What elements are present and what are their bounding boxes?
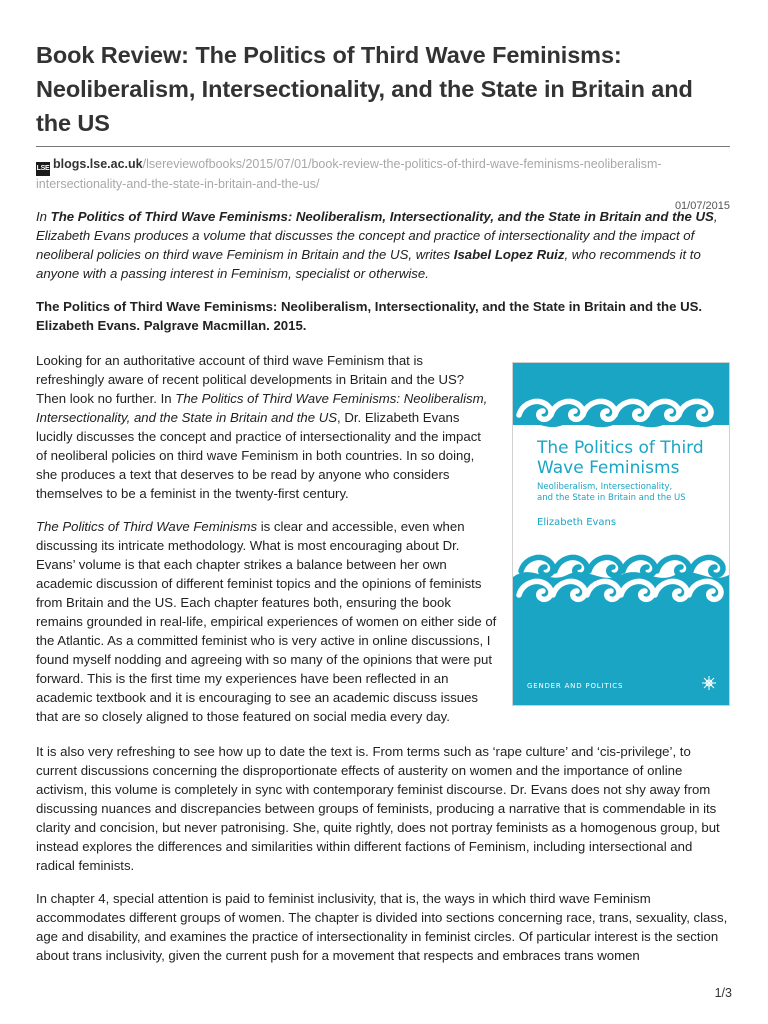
paragraph-1-book-title: The Politics of Third Wave Feminisms: Neoliberalism, Intersectionality, and the State in Britain and the US	[36, 391, 488, 425]
paragraph-1-text-a: Looking for an authoritative account of third wave Feminism that is refreshingly aware of recent political developments in Britain and the US? Then look no further. In	[36, 353, 465, 406]
publish-date: 01/07/2015	[674, 200, 730, 212]
cover-subtitle-line-2: and the State in Britain and the US	[537, 493, 686, 503]
intro-paragraph	[36, 207, 730, 283]
paragraph-2-book-title: The Politics of Third Wave Feminisms	[36, 519, 258, 534]
cover-author: Elizabeth Evans	[537, 517, 617, 528]
cover-bottom-wave-icon	[521, 557, 723, 575]
cover-subtitle-line-1: Neoliberalism, Intersectionality,	[537, 482, 673, 492]
paragraph-1	[36, 351, 488, 503]
paragraph-2-text: is clear and accessible, even when discussing its intricate methodology. What is most encouraging about Dr. Evans’ volume is that each chapter strikes a balance between her own academic discussion of different feminist topics and the opinions of feminists from Britain and the US. Each chapter features both, ensuring the book remains grounded in real-life, empirical experiences of women on either side of the Atlantic. As a committed feminist who is very active in online discussions, I found myself nodding and agreeing with so many of the opinions that were put forward. This is the first time my experiences have been reflected in an academic textbook and it is encouraging to see an academic discuss issues that are so closely aligned to those featured on social media every day.	[36, 519, 497, 724]
palgrave-logo-icon	[702, 676, 716, 690]
intro-suffix: , who recommends it to anyone with a passing interest in Feminism, specialist or otherwise.	[36, 247, 701, 281]
page-number: 1/3	[714, 986, 732, 1000]
reviewer-name: Isabel Lopez Ruiz	[453, 247, 565, 262]
cover-series: GENDER AND POLITICS	[527, 682, 624, 690]
book-cover-image	[512, 362, 730, 706]
source-path-link[interactable]: /lsereviewofbooks/2015/07/01/book-review-the-politics-of-third-wave-feminisms-neoliberalism-intersectionality-and-the-state-in-britain-and-the-us/	[36, 157, 662, 191]
cover-title-line-2: Wave Feminisms	[537, 458, 680, 478]
article-title: Book Review: The Politics of Third Wave Feminisms: Neoliberalism, Intersectionality, and the State in Britain and the US	[36, 38, 730, 147]
paragraph-3: It is also very refreshing to see how up to date the text is. From terms such as ‘rape culture’ and ‘cis-privilege’, to current discussions concerning the disproportionate effects of austerity on women and the importance of online activism, this volume is completely in sync with contemporary feminist discourse. Dr. Evans does not shy away from discussing nuances and discrepancies between groups of feminists, producing a narrative that is commendable in its clarity and concision, but never patronising. She, quite rightly, does not portray feminists as a homogenous group, but instead explores the differences and similarities within different factions of Feminism, including intersectional and radical feminists.	[36, 744, 720, 873]
book-cover-art	[513, 363, 729, 705]
source-line	[36, 156, 730, 192]
cover-title-line-1: The Politics of Third	[537, 438, 704, 458]
intro-prefix: In	[36, 209, 51, 224]
source-domain-link[interactable]: blogs.lse.ac.uk	[53, 157, 143, 171]
intro-middle: , Elizabeth Evans produces a volume that discusses the concept and practice of intersectionality and the impact of neoliberal policies on third wave Feminism in Britain and the US, writes	[36, 209, 718, 262]
lse-logo-icon: LSE	[36, 162, 50, 176]
paragraph-2	[36, 517, 498, 726]
paragraph-4: In chapter 4, special attention is paid to feminist inclusivity, that is, the ways in which third wave Feminism accommodates different groups of women. The chapter is divided into sections concerning race, trans, sexuality, class, age and disability, and examines the practice of intersectionality in feminist circles. Of particular interest is the section about trans inclusivity, given the current push for a movement that respects and embraces trans women	[36, 891, 728, 963]
book-details: The Politics of Third Wave Feminisms: Neoliberalism, Intersectionality, and the State in Britain and the US. Elizabeth Evans. Palgrave Macmillan. 2015.	[36, 299, 703, 333]
paragraph-1-text-c: , Dr. Elizabeth Evans lucidly discusses the concept and practice of intersectionality and the impact of neoliberal policies on third wave Feminism in both countries. In so doing, she produces a text that deserves to be read by anyone who considers themselves to be a feminist in the twenty-first century.	[36, 410, 481, 501]
intro-book-title: The Politics of Third Wave Feminisms: Neoliberalism, Intersectionality, and the State in Britain and the US	[50, 209, 714, 224]
